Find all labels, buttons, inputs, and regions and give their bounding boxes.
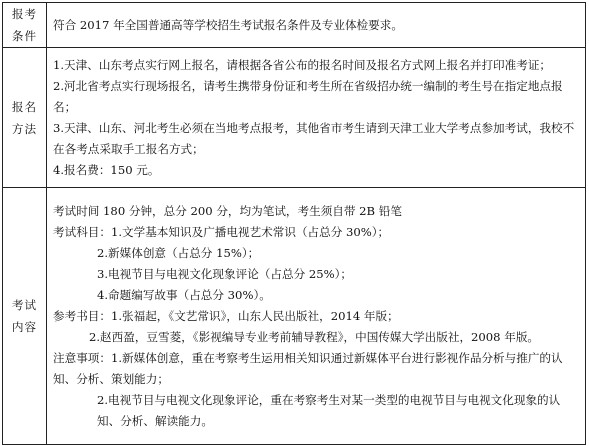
label-line: 考试: [11, 298, 38, 312]
exam-content: [47, 188, 586, 445]
content-line: 2.电视节目与电视文化现象评论，重在考察考生对某一类型的电视节目与电视文化现象的认知、分析、解读能力。: [97, 392, 561, 428]
label-line: 报考: [11, 7, 38, 21]
table-row-requirements: [3, 3, 586, 48]
content-line: 注意事项：1.新媒体创意，重在考察考生运用相关知识通过新媒体平台进行影视作品分析与推广的认知、分析、策划能力；: [53, 350, 563, 386]
label-line: 报名: [11, 99, 38, 114]
requirements-content: [47, 3, 586, 48]
content-line: 4.报名费：150 元。: [53, 162, 160, 177]
content-line: 符合 2017 年全国普通高等学校招生考试报名条件及专业体检要求。: [53, 17, 403, 32]
content-line: 考试科目：1.文学基本知识及广播电视艺术常识（占总分 30%）；: [53, 224, 390, 239]
content-line: 2.河北省考点实行现场报名，请考生携带身份证和考生所在省级招办统一编制的考生号在指定地点报名；: [53, 78, 563, 114]
label-line: 方法: [11, 121, 38, 136]
content-line: 参考书目：1.张福起，《文艺常识》，山东人民出版社，2014 年版；: [53, 308, 399, 323]
row-label-registration: [3, 48, 47, 188]
content-line: 2.赵西盈，豆雪菱，《影视编导专业考前辅导教程》，中国传媒大学出版社，2008 年版。: [89, 329, 540, 344]
label-line: 内容: [11, 320, 38, 334]
row-label-exam-content: [3, 188, 47, 445]
content-line: 考试时间 180 分钟，总分 200 分，均为笔试，考生须自带 2B 铅笔: [53, 203, 402, 218]
label-line: 条件: [11, 29, 38, 43]
content-line: 4.命题编写故事（占总分 30%）。: [97, 287, 271, 302]
content-line: 2.新媒体创意（占总分 15%）；: [97, 245, 260, 260]
row-label-requirements: [3, 3, 47, 48]
admission-info-table: [2, 2, 586, 445]
table-row-exam-content: [3, 188, 586, 445]
content-line: 1.天津、山东考点实行网上报名，请根据各省公布的报名时间及报名方式网上报名并打印准考证；: [53, 57, 552, 72]
content-line: 3.天津、山东、河北考生必须在当地考点报考，其他省市考生请到天津工业大学考点参加考试，我校不在各考点采取手工报名方式；: [53, 120, 575, 156]
table-row-registration: [3, 48, 586, 188]
content-line: 3.电视节目与电视文化现象评论（占总分 25%）；: [97, 266, 352, 281]
registration-content: [47, 48, 586, 188]
